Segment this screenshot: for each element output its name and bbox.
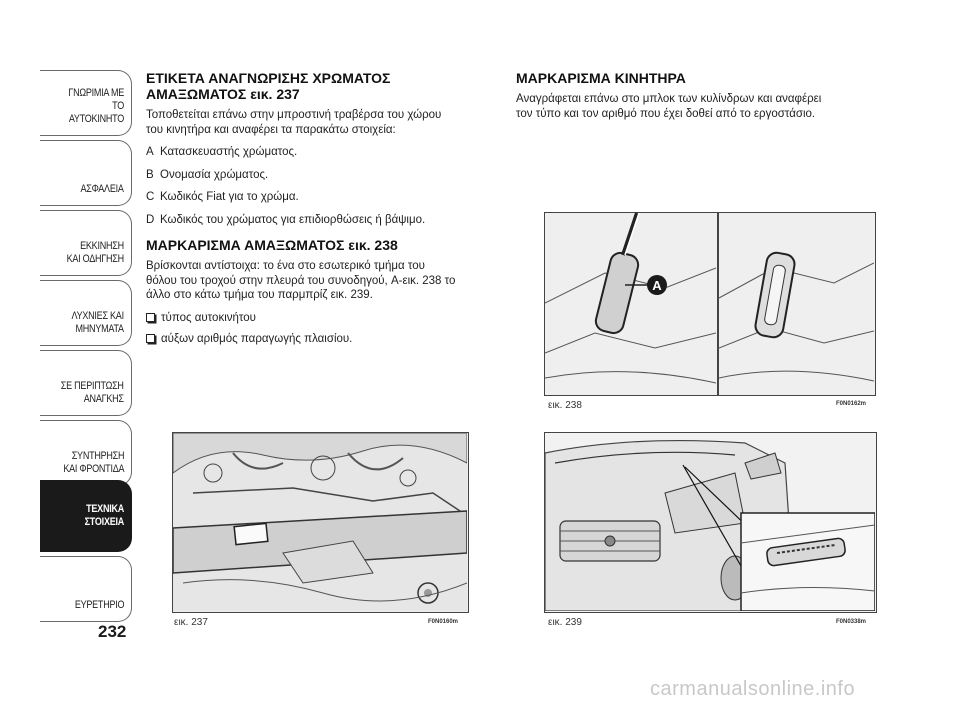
bullet-item	[146, 311, 496, 326]
tab-label: ΤΕΧΝΙΚΑ ΣΤΟΙΧΕΙΑ	[84, 503, 124, 528]
figure-239-van-front	[544, 432, 877, 613]
item-key: A	[146, 146, 154, 158]
paragraph: Βρίσκονται αντίστοιχα: το ένα στο εσωτερικό τμήμα του θόλου του τροχού στην πλευρά του συνοδηγού, A-εικ. 238 το άλλο στο κάτω τμήμα του παρμπρίζ εικ. 239.	[146, 260, 456, 301]
tab-label: ΣΥΝΤΗΡΗΣΗ ΚΑΙ ΦΡΟΝΤΙΔΑ	[63, 450, 124, 475]
tab-getting-to-know[interactable]	[40, 70, 132, 136]
tab-label: ΣΕ ΠΕΡΙΠΤΩΣΗ ΑΝΑΓΚΗΣ	[61, 380, 124, 405]
item-text: Κωδικός Fiat για το χρώμα.	[160, 191, 299, 203]
page-number: 232	[98, 622, 127, 641]
figure-caption: εικ. 237	[174, 617, 208, 628]
wheel-arch-marking-illustration	[545, 213, 716, 394]
van-front-illustration	[545, 433, 875, 611]
tab-label: ΓΝΩΡΙΜΙΑ ΜΕ ΤΟ ΑΥΤΟΚΙΝΗΤΟ	[68, 87, 124, 125]
item-text: Κωδικός του χρώματος για επιδιορθώσεις ή βάψιμο.	[160, 213, 426, 226]
tab-label: ΕΚΚΙΝΗΣΗ ΚΑΙ ΟΔΗΓΗΣΗ	[66, 240, 124, 265]
figure-237-engine-bay	[172, 432, 469, 613]
checkbox-bullet-icon	[146, 334, 155, 343]
tab-maintenance[interactable]	[40, 420, 132, 486]
engine-bay-illustration	[173, 433, 467, 611]
figure-code: F0N0338m	[836, 619, 867, 625]
right-column	[516, 70, 876, 129]
tab-starting-driving[interactable]	[40, 210, 132, 276]
heading-body-marking: ΜΑΡΚΑΡΙΣΜΑ ΑΜΑΞΩΜΑΤΟΣ εικ. 238	[146, 237, 398, 253]
list-item	[146, 168, 496, 183]
figure-238-wheel-arch-left	[544, 212, 718, 396]
item-key: D	[146, 213, 155, 226]
callout-a-label: A	[652, 278, 662, 293]
figure-code: F0N0162m	[836, 401, 867, 407]
paragraph: Τοποθετείται επάνω στην μπροστινή τραβέρσα του χώρου του κινητήρα και αναφέρει τα παρακάτω στοιχεία:	[146, 109, 442, 136]
tab-safety[interactable]	[40, 140, 132, 206]
figure-caption: εικ. 238	[548, 400, 582, 411]
tab-emergency[interactable]	[40, 350, 132, 416]
tab-index[interactable]	[40, 556, 132, 622]
watermark: carmanualsonline.info	[650, 678, 856, 700]
heading-engine-marking: ΜΑΡΚΑΡΙΣΜΑ ΚΙΝΗΤΗΡΑ	[516, 70, 686, 86]
heading-body-color-label: ΕΤΙΚΕΤΑ ΑΝΑΓΝΩΡΙΣΗΣ ΧΡΩΜΑΤΟΣ ΑΜΑΞΩΜΑΤΟΣ εικ. 237	[146, 70, 391, 102]
tab-label: ΕΥΡΕΤΗΡΙΟ	[74, 599, 124, 611]
checkbox-bullet-icon	[146, 313, 155, 322]
item-text: Κατασκευαστής χρώματος.	[160, 146, 298, 158]
item-text: Ονομασία χρώματος.	[160, 168, 269, 181]
list-item	[146, 213, 496, 228]
figure-238-wheel-arch-right	[718, 212, 876, 396]
tab-label: ΛΥΧΝΙΕΣ ΚΑΙ ΜΗΝΥΜΑΤΑ	[71, 310, 124, 335]
wheel-arch-closeup-illustration	[719, 213, 874, 394]
bullet-text: αύξων αριθμός παραγωγής πλαισίου.	[161, 333, 353, 345]
figure-caption: εικ. 239	[548, 617, 582, 628]
tab-label: ΑΣΦΑΛΕΙΑ	[80, 183, 124, 195]
figure-code: F0N0160m	[428, 619, 459, 625]
list-item	[146, 145, 496, 160]
tab-warning-lights[interactable]	[40, 280, 132, 346]
item-key: C	[146, 191, 155, 203]
bullet-item	[146, 332, 496, 347]
paragraph: Αναγράφεται επάνω στο μπλοκ των κυλίνδρων και αναφέρει τον τύπο και τον αριθμό που έχει δοθεί από το εργοστάσιο.	[516, 93, 822, 120]
list-item	[146, 190, 496, 205]
left-column	[146, 70, 496, 354]
tab-technical-data[interactable]	[40, 480, 132, 552]
bullet-text: τύπος αυτοκινήτου	[161, 311, 256, 324]
item-key: B	[146, 168, 154, 181]
